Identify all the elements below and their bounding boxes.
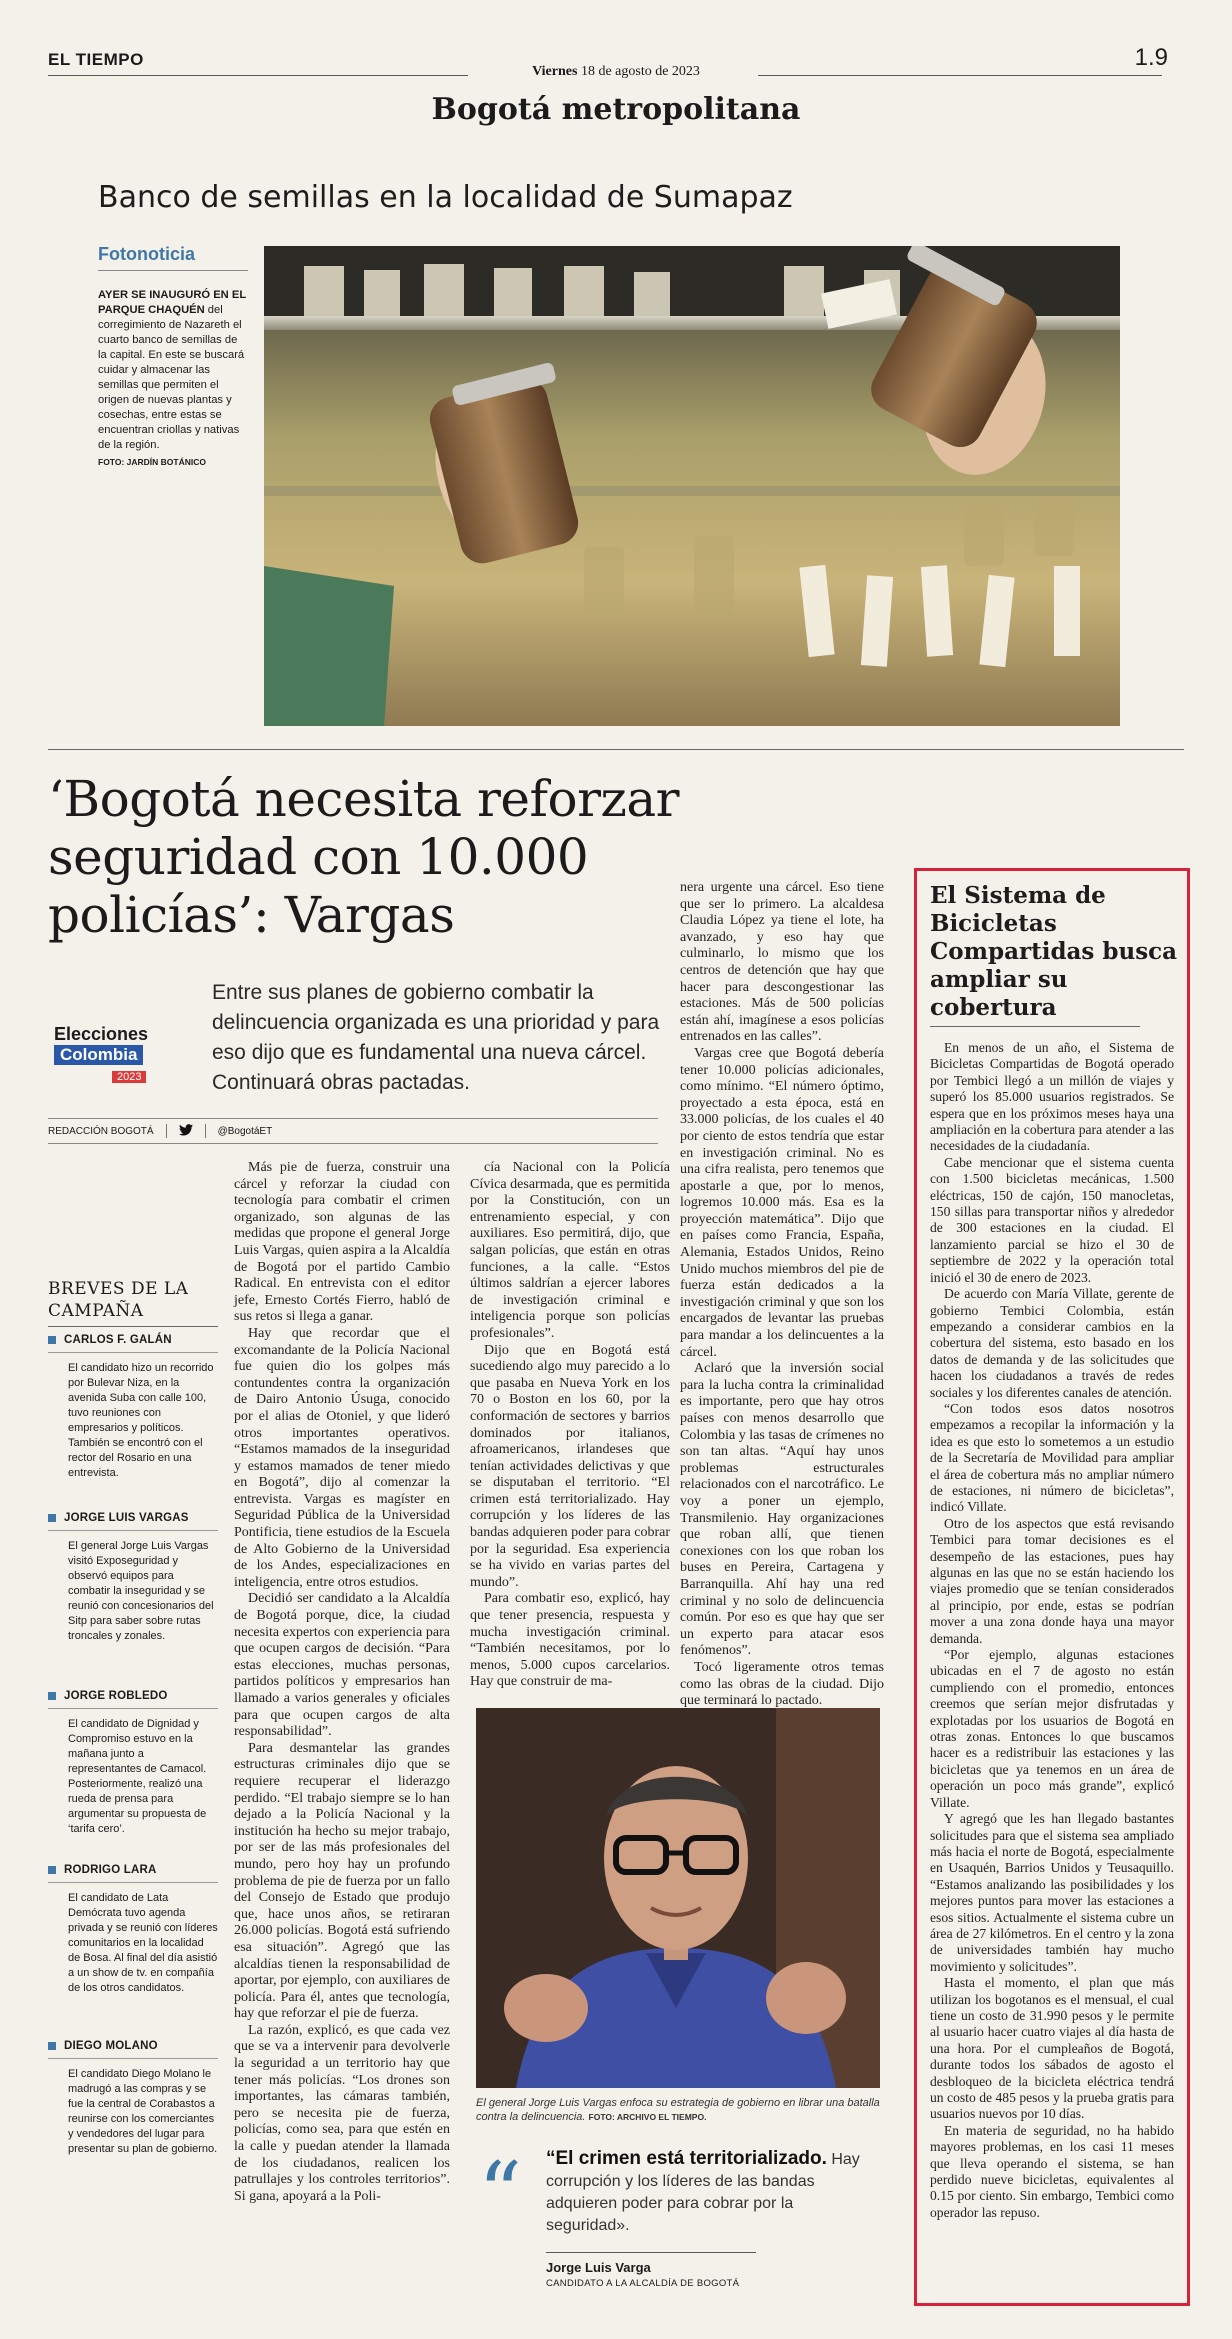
paragraph: Cabe mencionar que el sistema cuenta con 1.500 bicicletas mecánicas, 1.500 eléctricas, 150 de cajón, 150 manocletas, 150 sillas para transportar niños y alrededor de 300 estaciones en la ciudad. El lanzamiento parcial se hizo el 30 de septiembre de 2022 y la operación total inició el 30 de enero de 2023. [930, 1154, 1174, 1285]
briefs-title: BREVES DE LA CAMPAÑA [48, 1279, 189, 1321]
paragraph: “Con todos esos datos nosotros empezamos a recopilar la información y la idea es que esto lo sometemos a un estudio de la Secretaría de Movilidad para ampliar el área de cobertura más no ampliar número de estaciones, ni número de bicicletas”, indicó Villate. [930, 1400, 1174, 1515]
divider [98, 270, 248, 271]
elecciones-logo: Elecciones Colombia 2023 [54, 1024, 149, 1083]
candidate-portrait-photo [476, 1708, 880, 2088]
paragraph: Más pie de fuerza, construir una cárcel y reforzar la ciudad con tecnología para combatir el crimen organizado, son algunas de las medidas que propone el general Jorge Luis Vargas, quien aspira a la Alcaldía de Bogotá por el partido Cambio Radical. En entrevista con el editor jefe, Ernesto Cortés Fierro, habló de sus retos si llega a ganar. [234, 1160, 450, 1325]
paragraph: En materia de seguridad, no ha habido mayores problemas, en los casi 11 meses que lleva operando el sistema, se han perdido nueve bicicletas, equivalentes al 0.15 por ciento. Sin embargo, Tembici como operador las repuso. [930, 2122, 1174, 2220]
paragraph: Dijo que en Bogotá está sucediendo algo muy parecido a lo que pasaba en Nueva York en los 70 o Boston en los 60, por la conformación de sectores y barrios dominados por italianos, afroamericanos, irlandeses que tenían actividades delictivas y que se disputaban el territorio. “El crimen está territorializado. Hay corrupción y los líderes de las bandas adquieren poder para cobrar por la seguridad. Esa experiencia se ha vivido en varias partes del mundo”. [470, 1342, 670, 1590]
paragraph: “Por ejemplo, algunas estaciones ubicadas en el 7 de agosto no están cumpliendo con el promedio, entonces creemos que serían mejor disfrutadas y explotadas por los usuarios de Bogotá en otras zonas. Entonces lo que buscamos hacer es a redistribuir las estaciones y las bicicletas que ya tenemos en un área de operación un poco más grande”, explicó Villate. [930, 1647, 1174, 1810]
divider [48, 749, 1184, 750]
story-deck: Entre sus planes de gobierno combatir la delincuencia organizada es una prioridad y para eso dijo que es fundamental una nueva cárcel. Continuará obras pactadas. [212, 981, 660, 1094]
divider [546, 2252, 756, 2253]
brief-item: DIEGO MOLANO El candidato Diego Molano le madrugó a las compras y se fue la central de Corabastos a reunirse con los comerciantes y vendedores del lugar para presentar su plan de gobierno. [48, 2040, 218, 2157]
article-column-1 [234, 1160, 450, 2205]
paragraph: nera urgente una cárcel. Eso tiene que ser lo primero. La alcaldesa Claudia López ya tiene el lote, ha avanzado, y eso hay que culminarlo, lo mismo que los centros de detención que hay que hacer para descongestionar las estaciones. Más de 500 policías están ahí, imagínese a esos policías entrenados en las calles”. [680, 880, 884, 1045]
issue-date: Viernes 18 de agosto de 2023 [532, 64, 700, 79]
paragraph: Y agregó que les han llegado bastantes solicitudes para que el sistema sea ampliado más hacia el norte de Bogotá, especialmente en Usaquén, Barrios Unidos y Teusaquillo. “Estamos analizando las posibilidades y los mejores puntos para mover las estaciones a esos sitios. Actualmente el sistema cubre un área de 27 kilómetros. En el centro y la zona de universidades también hay mucho movimiento y solicitudes”. [930, 1811, 1174, 1974]
paragraph: Vargas cree que Bogotá debería tener 10.000 policías adicionales, como mínimo. “El número óptimo, proyectado a esta época, está en 33.000 policías, de los cuales el 40 por ciento de estos tendría que estar en investigación criminal. No es una cifra realista, pero tenemos que apostarle a que, por lo menos, logremos 10.000 más. Esa es la proyección matemática”. Dijo que en países como Francia, España, Alemania, Estados Unidos, Reino Unido muchos miembros del pie de fuerza están dedicados a la investigación criminal y que son los encargados de levantar las pruebas para mandar a los delincuentes a la cárcel. [680, 1045, 884, 1360]
article-column-2 [470, 1160, 670, 1691]
byline-bar [48, 1118, 658, 1144]
main-headline: ‘Bogotá necesita reforzar seguridad con 10.000 policías’: Vargas [48, 770, 680, 944]
paragraph: cía Nacional con la Policía Cívica desarmada, que es permitida por la Constitución, con un entrenamiento especial, y con auxiliares. Eso permitirá, dijo, que salgan policías, que están en otras funciones, a la calle. “Estos últimos saldrían a ejercer labores de investigación criminal e inteligencia porque son policías profesionales”. [470, 1160, 670, 1341]
article-column-3 [680, 880, 884, 1710]
paragraph: Hasta el momento, el plan que más utilizan los bogotanos es el mensual, el cual tiene un costo de 31.990 pesos y le permite al usuario hacer cuatro viajes al día hasta de una hora. Por el cumpleaños de Bogotá, durante todos los sábados de agosto el desbloqueo de la bicicleta eléctrica tendrá un costo de 485 pesos y la prueba gratis para usuarios nuevos por 10 días. [930, 1975, 1174, 2122]
fotonoticia-label: Fotonoticia [98, 244, 195, 264]
square-bullet-icon [48, 1514, 56, 1522]
square-bullet-icon [48, 1866, 56, 1874]
divider [166, 1124, 167, 1138]
paragraph: Tocó ligeramente otros temas como las obras de la ciudad. Dijo que terminará lo pactado. [680, 1659, 884, 1709]
paragraph: Para desmantelar las grandes estructuras criminales dijo que se requiere recuperar el liderazgo perdido. “El trabajo siempre se lo han dejado a la Policía Nacional y la institución ha hecho su mejor trabajo, por ser de las más profesionales del mundo, pero hoy hay un profundo problema de pie de fuerza por un fallo del Consejo de Estado que produjo que, hace unos años, se retiraran 26.000 policías. Bogotá está sufriendo esa situación”. Agregó que las alcaldías tienen la responsabilidad de aportar, por ejemplo, con auxiliares de policía. Para él, antes que tecnología, hay que reforzar el pie de fuerza. [234, 1740, 450, 2022]
portrait-illustration [476, 1708, 880, 2088]
divider [48, 1326, 218, 1327]
paragraph: Para combatir eso, explicó, hay que tener presencia, respuesta y mucha investigación criminal. “También necesitamos, por lo menos, 5.000 cupos carcelarios. Hay que construir de ma- [470, 1591, 670, 1690]
pull-quote: “El crimen está territorializado. Hay corrupción y los líderes de las bandas adquieren poder para cobrar por la seguridad». [546, 2148, 860, 2234]
seed-jars-illustration [264, 246, 1120, 726]
quote-author-role: CANDIDATO A LA ALCALDÍA DE BOGOTÁ [546, 2278, 740, 2289]
quote-mark-icon: “ [478, 2144, 522, 2244]
brief-item: JORGE ROBLEDO El candidato de Dignidad y Compromiso estuvo en la mañana junto a representantes de Camacol. Posteriormente, realizó una rueda de prensa para argumentar su propuesta de ‘tarifa cero’. [48, 1690, 218, 1837]
paragraph: Aclaró que la inversión social para la lucha contra la criminalidad es importante, pero que hay otros países con menos desarrollo que Colombia y las tasas de crímenes no son tan altas. “Aquí hay unos problemas estructurales relacionados con el narcotráfico. Le voy a poner un ejemplo, Transmilenio. Hay organizaciones que roban allí, que tienen conexiones con los que roban los buses en Pereira, Cartagena y Barranquilla. Ahí hay una red criminal y no solo de delincuencia común. Por eso es que hay que ser un experto para atacar esos fenómenos”. [680, 1361, 884, 1659]
twitter-icon [179, 1124, 193, 1139]
quote-author: Jorge Luis Varga [546, 2260, 651, 2275]
section-title: Bogotá metropolitana [431, 92, 801, 127]
paragraph: Hay que recordar que el excomandante de la Policía Nacional fue quien dio los golpes más contundentes contra la organización de Dairo Antonio Úsuga, conocido por el alias de Otoniel, y que lideró otros importantes operativos. “Estamos mamados de la inseguridad y estamos mamados de tener miedo en Bogotá”, dijo al comenzar la entrevista. Vargas es magíster en Seguridad Pública de la Universidad Pontificia, tiene estudios de la Escuela de Alto Gobierno de la Universidad de los Andes, especializaciones en inteligencia, entre otros estudios. [234, 1325, 450, 1590]
page-number: 1.9 [1134, 44, 1168, 71]
sidebar-body [930, 1040, 1174, 2221]
brief-item: CARLOS F. GALÁN El candidato hizo un recorrido por Bulevar Niza, en la avenida Suba con calle 100, tuvo reuniones con empresarios y políticos. También se encontró con el rector del Rosario en una entrevista. [48, 1334, 218, 1481]
twitter-handle-link[interactable]: @BogotáET [217, 1125, 273, 1137]
seed-bank-photo [264, 246, 1120, 726]
paragraph: Decidió ser candidato a la Alcaldía de Bogotá porque, dice, la ciudad necesita expertos con experiencia para que ocupen cargos de decisión. “Para estas elecciones, muchas personas, partidos políticos y empresarios han llamado a varios generales y oficiales para que ocupen cargos de alta responsabilidad”. [234, 1591, 450, 1740]
paragraph: Otro de los aspectos que está revisando Tembici para tomar decisiones es el desempeño de las estaciones, pues hay algunas en las que no se están haciendo los viajes promedio que se tenían considerados al principio, por ende, estas se podrían mover a una zona donde haya una mayor demanda. [930, 1515, 1174, 1646]
paragraph: La razón, explicó, es que cada vez que se va a intervenir para devolverle la seguridad a un territorio hay que tener más policías. “Los drones son importantes, las cámaras también, pero se necesita pie de fuerza, policías, como sea, para que estén en la calle y puedan atender la llamada de los ciudadanos, realicen los patrullajes y los controles territorios”. Si gana, apoyará a la Poli- [234, 2022, 450, 2204]
paragraph: De acuerdo con María Villate, gerente de gobierno Tembici Colombia, están empezando a considerar cambios en la cobertura del sistema, esto basado en los datos de demanda y de las solicitudes que hacen los ciudadanos a través de redes sociales y los diferentes canales de atención. [930, 1286, 1174, 1400]
square-bullet-icon [48, 1692, 56, 1700]
masthead: EL TIEMPO [48, 50, 144, 69]
divider [205, 1124, 206, 1138]
divider [930, 1026, 1140, 1027]
byline: REDACCIÓN BOGOTÁ [48, 1125, 154, 1137]
photo-caption: AYER SE INAUGURÓ EN EL PARQUE CHAQUÉN del corregimiento de Nazareth el cuarto banco de semillas de la capital. En este se buscará cuidar y almacenar las semillas que permiten el origen de nuevas plantas y cosechas, entre estas se encuentran criollas y nativas de la región. FOTO: JARDÍN BOTÁNICO [98, 289, 246, 467]
brief-item: JORGE LUIS VARGAS El general Jorge Luis Vargas visitó Exposeguridad y observó equipos para combatir la inseguridad y se reunió con concesionarios del Sitp para saber sobre rutas troncales y zonales. [48, 1512, 218, 1644]
brief-item: RODRIGO LARA El candidato de Lata Demócrata tuvo agenda privada y se reunió con líderes comunitarios en la localidad de Bosa. Al final del día asistió a un show de tv. en compañía de los otros candidatos. [48, 1864, 218, 1996]
sidebar-title: El Sistema de Bicicletas Compartidas busca ampliar su cobertura [930, 882, 1178, 1021]
photo-story-title: Banco de semillas en la localidad de Sumapaz [98, 180, 793, 215]
portrait-caption: El general Jorge Luis Vargas enfoca su estrategia de gobierno en librar una batalla contra la delincuencia. FOTO: ARCHIVO EL TIEMPO. [476, 2097, 880, 2123]
square-bullet-icon [48, 1336, 56, 1344]
square-bullet-icon [48, 2042, 56, 2050]
paragraph: En menos de un año, el Sistema de Bicicletas Compartidas de Bogotá operado por Tembici llegó a un millón de viajes y superó los 85.000 usuarios registrados. Se espera que en los próximos meses haya una ampliación en la cobertura para atender a las necesidades de la ciudadanía. [930, 1040, 1174, 1154]
